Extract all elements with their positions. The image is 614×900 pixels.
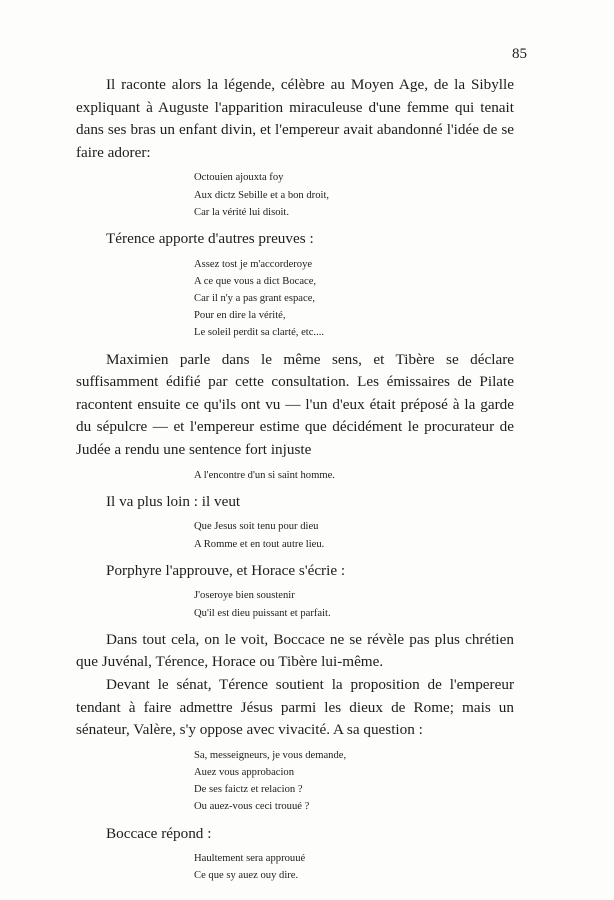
page-body: [76, 74, 514, 892]
verse-line: J'oseroye bien soustenir: [194, 590, 295, 602]
verse-quote: [194, 467, 514, 484]
verse-quote: [194, 587, 514, 621]
verse-line: Aux dictz Sebille et a bon droit,: [194, 189, 330, 201]
verse-line: Que Jesus soit tenu pour dieu: [194, 521, 319, 533]
paragraph: Devant le sénat, Térence soutient la proposition de l'empereur tendant à faire admettre Jésus parmi les dieux de Rome; mais un sénateur, Valère, s'y oppose avec vivacité. A sa question :: [76, 675, 514, 739]
verse-line: Pour en dire la vérité,: [194, 310, 286, 322]
page-number: 85: [512, 46, 527, 62]
paragraph: Boccace répond :: [106, 824, 212, 842]
verse-line: Assez tost je m'accorderoye: [194, 258, 313, 270]
paragraph: Il raconte alors la légende, célèbre au Moyen Age, de la Sibylle expliquant à Auguste l'apparition miraculeuse d'une femme qui tenait dans ses bras un enfant divin, et l'empereur avait abandonné l'idée de se faire adorer:: [76, 76, 514, 161]
verse-line: Ou auez-vous ceci trouué ?: [194, 801, 310, 813]
paragraph: Il va plus loin : il veut: [106, 492, 241, 510]
verse-line: A ce que vous a dict Bocace,: [194, 275, 317, 287]
paragraph: Porphyre l'approuve, et Horace s'écrie :: [106, 561, 346, 579]
verse-quote: [194, 169, 514, 221]
verse-line: De ses faictz et relacion ?: [194, 784, 303, 796]
verse-line: Car la vérité lui disoit.: [194, 206, 290, 218]
verse-line: Ce que sy auez ouy dire.: [194, 870, 299, 882]
verse-line: Auez vous approbacion: [194, 766, 295, 778]
paragraph: Dans tout cela, on le voit, Boccace ne se révèle pas plus chrétien que Juvénal, Térence, Horace ou Tibère lui-même.: [76, 630, 514, 671]
verse-line: A l'encontre d'un si saint homme.: [194, 469, 335, 481]
verse-quote: [194, 850, 514, 884]
verse-line: Car il n'y a pas grant espace,: [194, 292, 316, 304]
verse-line: Le soleil perdit sa clarté, etc....: [194, 327, 325, 339]
verse-line: A Romme et en tout autre lieu.: [194, 538, 325, 550]
verse-line: Sa, messeigneurs, je vous demande,: [194, 749, 347, 761]
paragraph: Térence apporte d'autres preuves :: [106, 229, 314, 247]
verse-quote: [194, 518, 514, 552]
paragraph: Maximien parle dans le même sens, et Tibère se déclare suffisamment édifié par cette consultation. Les émissaires de Pilate racontent ensuite ce qu'ils ont vu — l'un d'eux était préposé à la garde du sépulcre — et l'empereur estime que décidément le procurateur de Judée a rendu une sentence fort injuste: [76, 350, 514, 458]
verse-quote: [194, 256, 514, 342]
verse-line: Haultement sera approuué: [194, 853, 306, 865]
verse-quote: [194, 747, 514, 816]
verse-line: Qu'il est dieu puissant et parfait.: [194, 607, 331, 619]
verse-line: Octouien ajouxta foy: [194, 172, 284, 184]
